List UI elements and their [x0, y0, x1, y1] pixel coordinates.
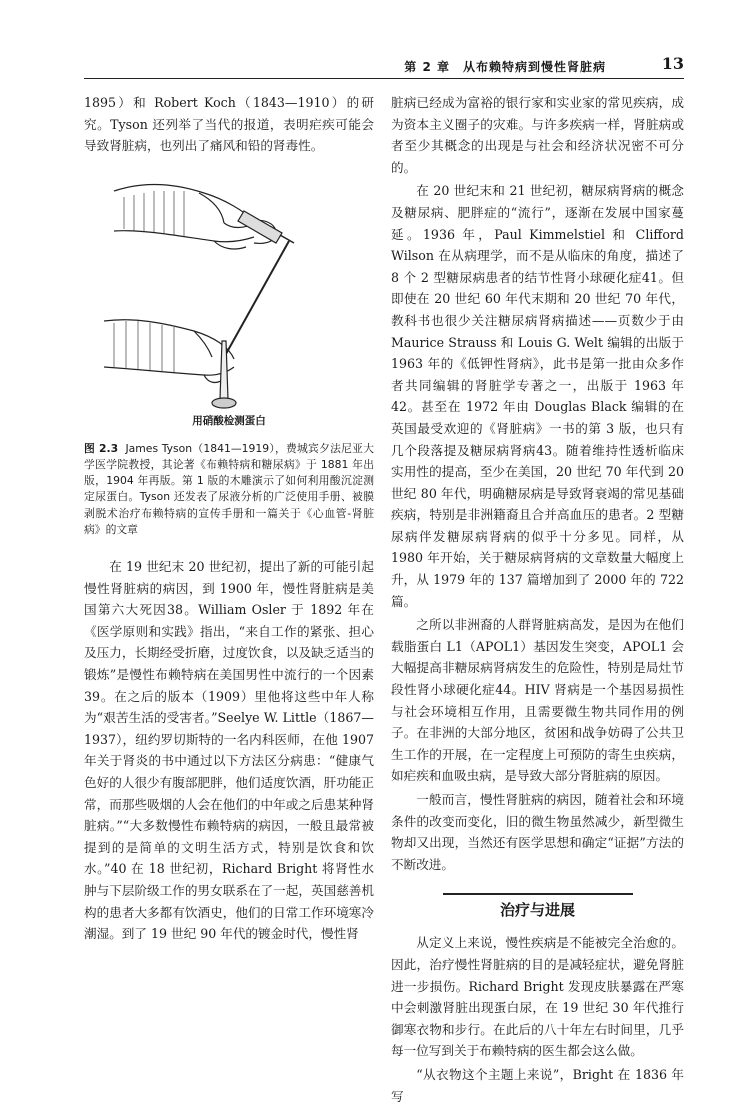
- figure-caption-text: James Tyson（1841—1919），费城宾夕法尼亚大学医学院教授，其论著《布赖特病和糖尿病》于 1881 年出版，1904 年再版。第 1 版的木雕演示了如何利用酸沉淀测定尿蛋白。Tyson 还发表了尿液分析的广泛使用手册、被膜剥脱术治疗布赖特病的宣传手册和一篇关于《心血管-肾脏病》的文章: [84, 441, 374, 536]
- test-tube-illustration: [104, 171, 344, 411]
- page-number: 13: [661, 54, 684, 73]
- right-paragraph-1: 脏病已经成为富裕的银行家和实业家的常见疾病，成为资本主义圈子的灾难。与许多疾病一样，肾脏病或者至少其概念的出现是与社会和经济状况密不可分的。: [391, 95, 684, 175]
- left-paragraph-1: 1895）和 Robert Koch（1843—1910）的研究。Tyson 还列举了当代的报道，表明疟疾可能会导致肾脏病，也列出了痛风和铅的肾毒性。: [84, 95, 374, 154]
- running-header: [84, 52, 684, 79]
- section-heading-wrap: [391, 893, 684, 922]
- chapter-title: 第 2 章 从布赖特病到慢性肾脏病: [404, 60, 606, 74]
- figure-inner-caption: 用硝酸检测蛋白: [192, 414, 266, 427]
- right-paragraph-3: 之所以非洲裔的人群肾脏病高发，是因为在他们载脂蛋白 L1（APOL1）基因发生突变，APOL1 会大幅提高非糖尿病肾病发生的危险性，特别是局灶节段性肾小球硬化症44。HIV 肾病是一个基因易损性与社会环境相互作用，且需要微生物共同作用的例子。在非洲的大部分地区，贫困和战争妨碍了公共卫生工作的开展，在一定程度上可预防的寄生虫疾病，如疟疾和血吸虫病，是导致大部分肾脏病的原因。: [391, 617, 684, 784]
- figure-label: 图 2.3: [84, 441, 119, 455]
- figure-2-3: [84, 171, 374, 427]
- left-paragraph-2: 在 19 世纪末 20 世纪初，提出了新的可能引起慢性肾脏病的病因，到 1900 年，慢性肾脏病是美国第六大死因38。William Osler 于 1892 年在《医学原则和实践》指出，“来自工作的紧张、担心及压力，长期经受折磨，过度饮食，以及缺乏适当的锻炼”是慢性布赖特病在美国男性中流行的一个因素39。在之后的版本（1909）里他将这些中年人称为“艰苦生活的受害者。”Seelye W. Little（1867—1937），纽约罗切斯特的一名内科医师，在他 1907 年关于肾炎的书中通过以下方法区分病患：“健康气色好的人很少有腹部肥胖，他们适度饮酒，肝功能正常，而那些吸烟的人会在他们的中年或之后患某种肾脏病。”“大多数慢性布赖特病的病因，一般且最常被提到的是简单的文明生活方式，特别是饮食和饮水。”40 在 18 世纪初，Richard Bright 将肾性水肿与下层阶级工作的男女联系在了一起，英国慈善机构的患者大多都有饮酒史，他们的日常工作环境寒冷潮湿。到了 19 世纪 90 年代的镀金时代，慢性肾: [84, 559, 374, 942]
- right-paragraph-4: 一般而言，慢性肾脏病的病因，随着社会和环境条件的改变而变化，旧的微生物虽然减少，新型微生物却又出现，当然还有医学思想和确定“证据”方法的不断改进。: [391, 792, 684, 872]
- right-column: [391, 92, 684, 1107]
- figure-caption: [84, 441, 374, 538]
- right-paragraph-2: 在 20 世纪末和 21 世纪初，糖尿病肾病的概念及糖尿病、肥胖症的“流行”，逐渐在发展中国家蔓延。1936 年，Paul Kimmelstiel 和 Clifford Wilson 在从病理学，而不是从临床的角度，描述了 8 个 2 型糖尿病患者的结节性肾小球硬化症41。但即使在 20 世纪 60 年代末期和 20 世纪 70 年代，教科书也很少关注糖尿病肾病描述——页数少于由 Maurice Strauss 和 Louis G. Welt 编辑的出版于 1963 年的《低钾性肾病》，此书是第一批由众多作者共同编辑的肾脏学专著之一，出版于 1963 年42。甚至在 1972 年由 Douglas Black 编辑的在英国最受欢迎的《肾脏病》一书的第 3 版，也只有几个段落提及糖尿病肾病43。随着维持性透析临床实用性的提高，至少在美国，20 世纪 70 年代到 20 世纪 80 年代，明确糖尿病是导致肾衰竭的常见基础疾病，特别是非洲籍裔且合并高血压的患者。2 型糖尿病伴发糖尿病肾病的似乎十分多见。同样，从 1980 年开始，关于糖尿病肾病的文章数量大幅度上升，从 1979 年的 137 篇增加到了 2000 年的 722 篇。: [391, 183, 684, 609]
- left-column: [84, 92, 374, 945]
- section-title: 治疗与进展: [443, 893, 633, 922]
- right-paragraph-5: 从定义上来说，慢性疾病是不能被完全治愈的。因此，治疗慢性肾脏病的目的是减轻症状，避免肾脏进一步损伤。Richard Bright 发现皮肤暴露在严寒中会刺激肾脏出现蛋白尿，在 19 世纪 30 年代推行御寒衣物和步行。在此后的八十年左右时间里，几乎每一位写到关于布赖特病的医生都会这么做。: [391, 935, 684, 1059]
- right-paragraph-6: “从衣物这个主题上来说”，Bright 在 1836 年写: [391, 1066, 684, 1104]
